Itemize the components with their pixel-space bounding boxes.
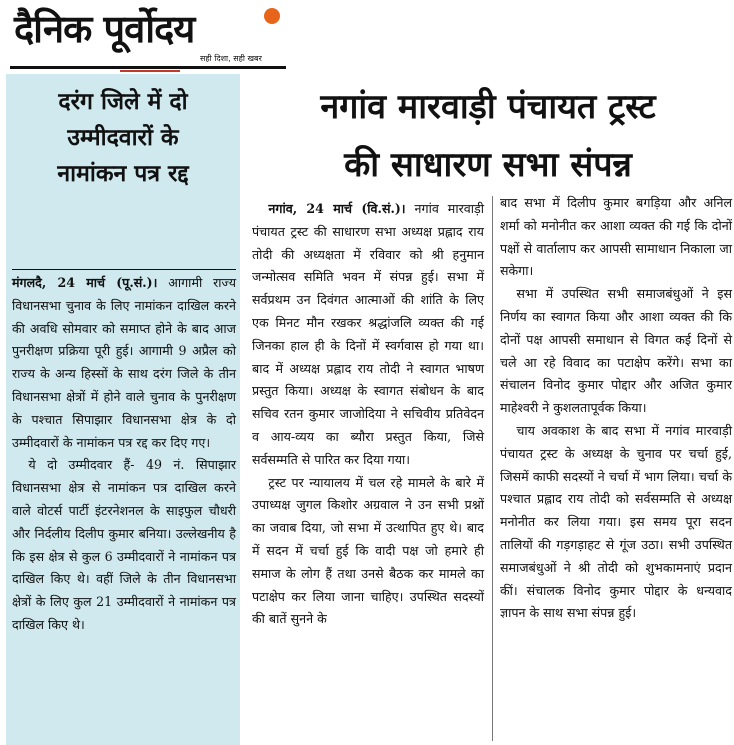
article-paragraph	[252, 198, 484, 472]
main-headline	[246, 78, 730, 194]
sidebar-headline-rule	[12, 269, 236, 270]
newspaper-tagline: सही दिशा, सही खबर	[200, 54, 262, 63]
sidebar-article-body	[12, 272, 236, 637]
main-article-column-1	[252, 198, 484, 631]
masthead	[10, 2, 286, 72]
main-headline-line: की साधारण सभा संपन्न	[344, 145, 632, 185]
article-paragraph: ट्रस्ट पर न्यायालय में चल रहे मामले के बारे में उपाध्यक्ष जुगल किशोर अग्रवाल ने उन सभी प्रश्नों का जवाब दिया, जो सभा में उत्थापित हुए थे। बाद में सदन में चर्चा हुई कि वादी पक्ष जो हमारे ही समाज के लोग हैं तथा उनसे बैठक कर मामले का पटाक्षेप कर लिया जाना चाहिए। उपस्थित सदस्यों की बातें सुनने के	[252, 474, 484, 627]
sidebar-headline	[6, 84, 240, 192]
newspaper-name: दैनिक पूर्वोदय	[14, 7, 195, 51]
sun-logo-icon	[264, 8, 280, 24]
article-paragraph: सभा में उपस्थित सभी समाजबंधुओं ने इस निर्णय का स्वागत किया और आशा व्यक्त की कि दोनों पक्ष आपसी समाधान से विगत कई दिनों से चले आ रहे विवाद का पटाक्षेप करेंगे। सभा का संचालन विनोद कुमार पोद्दार और अजित कुमार माहेश्वरी ने कुशलतापूर्वक किया।	[500, 286, 732, 416]
main-article-column-2	[500, 192, 732, 625]
sidebar-paragraph	[12, 272, 236, 454]
masthead-accent-line	[120, 70, 180, 72]
main-dateline: नगांव, 24 मार्च (वि.सं.)।	[268, 201, 406, 216]
article-paragraph: चाय अवकाश के बाद सभा में नगांव मारवाड़ी पंचायत ट्रस्ट के अध्यक्ष के चुनाव पर चर्चा हुई, जिसमें काफी सदस्यों ने चर्चा में भाग लिया। चर्चा के पश्चात प्रह्लाद राय तोदी को सर्वसम्मति से अध्यक्ष मनोनीत कर लिया गया। इस समय पूरा सदन तालियों की गड़गड़ाहट से गूंज उठा। सभी उपस्थित समाजबंधुओं ने श्री तोदी को शुभकामनाएं प्रदान कीं। संचालक विनोद कुमार पोद्दार के धन्यवाद ज्ञापन के साथ सभा संपन्न हुई।	[500, 422, 732, 621]
main-headline-line: नगांव मारवाड़ी पंचायत ट्रस्ट	[320, 87, 656, 127]
sidebar-headline-line: दरंग जिले में दो	[58, 89, 188, 115]
sidebar-paragraph-text: आगामी राज्य विधानसभा चुनाव के लिए नामांकन दाखिल करने की अवधि सोमवार को समाप्त होने के बाद आज पुनरीक्षण प्रक्रिया पूरी हुई। आगामी 9 अप्रैल को राज्य के अन्य हिस्सों के साथ दरंग जिले के तीन विधानसभा क्षेत्रों में होने वाले चुनाव के पुनरीक्षण के पश्चात सिपाझार विधानसभा क्षेत्र के दो उम्मीदवारों के नामांकन पत्र रद्द कर दिए गए।	[12, 275, 236, 450]
sidebar-headline-line: उम्मीदवारों के	[67, 125, 179, 151]
sidebar-paragraph: ये दो उम्मीदवार हैं- 49 नं. सिपाझार विधानसभा क्षेत्र से नामांकन पत्र दाखिल करने वाले वोटर्स पार्टी इंटरनेशनल के साइफुल चौधरी और निर्दलीय दिलीप कुमार बनिया। उल्लेखनीय है कि इस क्षेत्र से कुल 6 उम्मीदवारों ने नामांकन पत्र दाखिल किए थे। वहीं जिले के तीन विधानसभा क्षेत्रों के लिए कुल 21 उम्मीदवारों ने नामांकन पत्र दाखिल किए थे।	[12, 457, 236, 632]
column-divider	[492, 196, 493, 741]
sidebar-dateline: मंगलदै, 24 मार्च (पू.सं.)।	[12, 275, 158, 290]
article-paragraph: बाद सभा में दिलीप कुमार बगड़िया और अनिल शर्मा को मनोनीत कर आशा व्यक्त की गई कि दोनों पक्षों से वार्तालाप कर आपसी सामाधान निकाला जा सकेगा।	[500, 195, 732, 279]
sidebar-headline-line: नामांकन पत्र रद्द	[57, 161, 189, 187]
sidebar-article	[6, 74, 240, 745]
article-paragraph-text: नगांव मारवाड़ी पंचायत ट्रस्ट की साधारण सभा अध्यक्ष प्रह्लाद राय तोदी की अध्यक्षता में रविवार को श्री हनुमान जन्मोत्सव समिति भवन में संपन्न हुई। सभा में सर्वप्रथम उन दिवंगत आत्माओं की शांति के लिए एक मिनट मौन रखकर श्रद्धांजलि व्यक्त की गई जिनका हाल ही के दिनों में स्वर्गवास हो गया था। बाद में अध्यक्ष प्रह्लाद राय तोदी ने स्वागत भाषण प्रस्तुत किया। अध्यक्ष के स्वागत संबोधन के बाद सचिव रतन कुमार जाजोदिया ने सचिवीय प्रतिवेदन व आय-व्यय का ब्यौरा प्रस्तुत किया, जिसे सर्वसम्मति से पारित कर दिया गया।	[252, 201, 484, 467]
masthead-rule	[10, 66, 286, 69]
